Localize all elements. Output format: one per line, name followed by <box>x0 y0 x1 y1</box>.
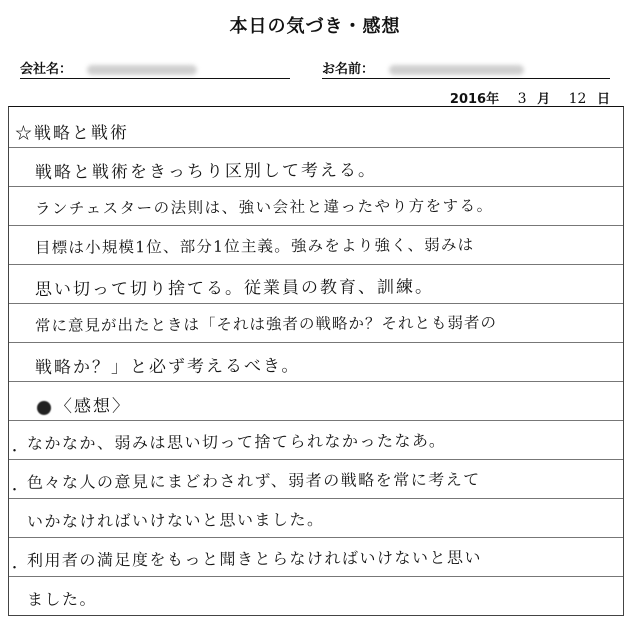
note-line: ました。 <box>26 589 98 609</box>
note-heading-strategy: ☆戦略と戦術 <box>14 123 130 144</box>
note-line: 常に意見が出たときは「それは強者の戦略か？それとも弱者の <box>34 313 498 335</box>
note-line: 利用者の満足度をもっと聞きとらなければいけないと思い <box>26 547 483 570</box>
note-line: 色々な人の意見にまどわされず、弱者の戦略を常に考えて <box>26 469 481 492</box>
date-month: 3 <box>517 91 527 107</box>
date-field <box>444 88 610 107</box>
date-year: 2016年 <box>449 92 500 107</box>
ruled-line <box>9 225 623 226</box>
ruled-line <box>9 498 623 499</box>
bullet-dot: ・ <box>8 561 22 576</box>
date-month-unit: 月 <box>537 92 551 107</box>
scribble-mark <box>37 400 51 414</box>
note-line: 思い切って切り捨てる。従業員の教育、訓練。 <box>34 277 435 300</box>
name-redacted <box>389 65 524 75</box>
ruled-line <box>9 381 623 382</box>
ruled-line <box>9 459 623 460</box>
name-field <box>322 58 524 77</box>
ruled-line <box>9 342 623 343</box>
page-title: 本日の気づき・感想 <box>229 16 401 37</box>
company-redacted <box>87 65 197 75</box>
note-line: 目標は小規模1位、部分1位主義。強みをより強く、弱みは <box>34 235 475 257</box>
bullet-dot: ・ <box>8 444 22 459</box>
ruled-line <box>9 147 623 148</box>
ruled-line <box>9 576 623 577</box>
note-line: ランチェスターの法則は、強い会社と違ったやり方をする。 <box>34 196 494 218</box>
company-underline <box>20 78 290 79</box>
note-heading-impressions: 〈感想〉 <box>37 391 131 417</box>
name-underline <box>322 78 610 79</box>
company-label: 会社名： <box>20 62 73 77</box>
ruled-line <box>9 186 623 187</box>
info-row <box>20 58 610 78</box>
ruled-line <box>9 537 623 538</box>
notes-sheet <box>8 106 624 616</box>
ruled-line <box>9 420 623 421</box>
bullet-dot: ・ <box>8 483 22 498</box>
date-day-unit: 日 <box>596 92 610 107</box>
name-label: お名前： <box>322 62 375 77</box>
ruled-line <box>9 303 623 304</box>
note-line: なかなか、弱みは思い切って捨てられなかったなあ。 <box>26 431 447 453</box>
note-line: いかなければいけないと思いました。 <box>26 509 325 531</box>
date-day: 12 <box>568 91 587 107</box>
ruled-line <box>9 264 623 265</box>
note-line: 戦略か？」と必ず考えるべき。 <box>34 356 301 378</box>
note-line: 戦略と戦術をきっちり区別して考える。 <box>34 160 378 183</box>
company-field <box>20 58 197 77</box>
